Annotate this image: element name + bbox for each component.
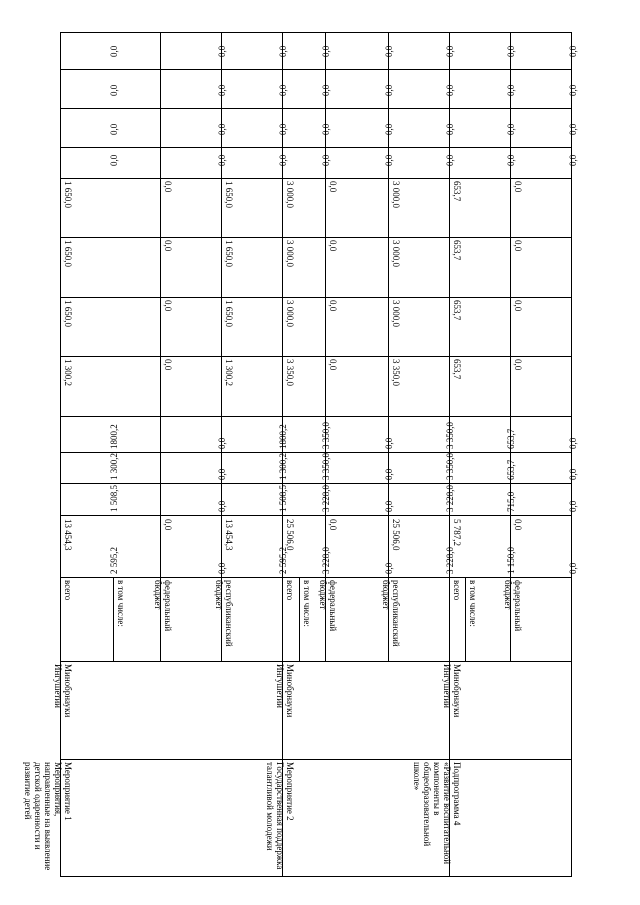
value-total: 25 506,0 [285, 519, 295, 551]
value-y4: 653,7 [506, 428, 516, 449]
value-y2: 1 508,5 [109, 485, 119, 512]
source-label: республиканский бюджет [214, 580, 234, 647]
rule [60, 577, 572, 578]
value-total: 25 506,0 [391, 519, 401, 551]
rule [60, 356, 572, 357]
value-y1: 3 228,0 [445, 547, 455, 574]
value-y1: 1 150,0 [506, 547, 516, 574]
value-f3: 1 650,0 [224, 240, 234, 267]
value-z4: 0,0 [384, 154, 394, 166]
value-f2: 0,0 [513, 300, 523, 312]
value-y3: 0,0 [384, 468, 394, 480]
value-y3: 1 300,2 [109, 453, 119, 480]
value-y2: 0,0 [217, 500, 227, 512]
value-z1: 0,0 [321, 45, 331, 57]
value-y1: 0,0 [217, 562, 227, 574]
value-z2: 0,0 [321, 84, 331, 96]
value-f4: 1 650,0 [63, 181, 73, 208]
value-y3: 1 300,2 [278, 453, 288, 480]
value-f1: 3 350,0 [391, 359, 401, 386]
value-y4: 0,0 [217, 437, 227, 449]
measure-name: Мероприятие 1 Мероприятия, направленные на выявление детской одаренности и развитие детей [23, 762, 73, 871]
value-y1: 2 595,2 [109, 547, 119, 574]
value-f3: 0,0 [163, 240, 173, 252]
rule [60, 452, 572, 453]
value-f4: 3 000,0 [285, 181, 295, 208]
source-label: в том числе: [468, 580, 478, 627]
value-f1: 0,0 [328, 359, 338, 371]
value-total: 13 454,3 [224, 519, 234, 551]
value-f3: 3 000,0 [285, 240, 295, 267]
value-z2: 0,0 [217, 84, 227, 96]
value-f2: 1 650,0 [63, 300, 73, 327]
table-border-top [60, 32, 572, 33]
value-f1: 653,7 [452, 359, 462, 380]
value-y2: 3 228,0 [445, 485, 455, 512]
rule [60, 416, 572, 417]
value-f2: 0,0 [328, 300, 338, 312]
value-z2: 0,0 [384, 84, 394, 96]
measure-name: Мероприятие 2 Государственная поддержка талантливой молодежи [265, 762, 295, 870]
value-z1: 0,0 [278, 45, 288, 57]
value-y1: 3 228,0 [321, 547, 331, 574]
rule [60, 759, 572, 760]
table-border-bottom [60, 876, 572, 877]
source-label: всего [285, 580, 295, 601]
value-z1: 0,0 [445, 45, 455, 57]
value-f1: 3 350,0 [285, 359, 295, 386]
value-z3: 0,0 [568, 123, 578, 135]
rule [60, 661, 572, 662]
value-y2: 0,0 [384, 500, 394, 512]
value-total: 5 787,2 [452, 519, 462, 546]
value-f3: 0,0 [328, 240, 338, 252]
value-z3: 0,0 [321, 123, 331, 135]
executor: Минобрнауки Ингушетии [442, 664, 462, 718]
value-z4: 0,0 [506, 154, 516, 166]
rule [60, 237, 572, 238]
source-label: всего [63, 580, 73, 601]
value-y3: 3 350,0 [321, 453, 331, 480]
value-z3: 0,0 [278, 123, 288, 135]
value-z1: 0,0 [506, 45, 516, 57]
value-f2: 3 000,0 [285, 300, 295, 327]
value-y3: 0,0 [568, 468, 578, 480]
value-total: 13 454,3 [63, 519, 73, 551]
value-f4: 653,7 [452, 181, 462, 202]
value-z1: 0,0 [217, 45, 227, 57]
rule [60, 297, 572, 298]
value-f3: 1 650,0 [63, 240, 73, 267]
executor: Минобрнауки Ингушетии [275, 664, 295, 718]
rule [113, 577, 114, 661]
value-z2: 0,0 [506, 84, 516, 96]
value-y3: 0,0 [217, 468, 227, 480]
value-f1: 1 300,2 [224, 359, 234, 386]
value-f4: 0,0 [328, 181, 338, 193]
value-z4: 0,0 [445, 154, 455, 166]
value-f1: 0,0 [513, 359, 523, 371]
value-z3: 0,0 [506, 123, 516, 135]
value-f1: 0,0 [163, 359, 173, 371]
value-f3: 0,0 [513, 240, 523, 252]
source-label: в том числе: [302, 580, 312, 627]
source-label: в том числе: [116, 580, 126, 627]
value-f3: 3 000,0 [391, 240, 401, 267]
value-y1: 0,0 [384, 562, 394, 574]
value-z4: 0,0 [109, 154, 119, 166]
executor: Минобрнауки Ингушетии [53, 664, 73, 718]
value-y4: 1800,2 [278, 424, 288, 449]
value-f4: 0,0 [163, 181, 173, 193]
value-y2: 715,0 [506, 491, 516, 512]
value-y1: 2 595,2 [278, 547, 288, 574]
value-f2: 1 650,0 [224, 300, 234, 327]
value-z3: 0,0 [445, 123, 455, 135]
rule [60, 108, 572, 109]
value-y2: 0,0 [568, 500, 578, 512]
value-f2: 3 000,0 [391, 300, 401, 327]
value-z3: 0,0 [217, 123, 227, 135]
rule [465, 577, 466, 661]
rule [113, 577, 126, 578]
value-z4: 0,0 [321, 154, 331, 166]
value-y4: 0,0 [568, 437, 578, 449]
value-f4: 1 650,0 [224, 181, 234, 208]
value-z2: 0,0 [109, 84, 119, 96]
value-y4: 3 350,0 [321, 422, 331, 449]
source-label: всего [452, 580, 462, 601]
value-y1: 0,0 [568, 562, 578, 574]
value-y3: 653,7 [506, 459, 516, 480]
rule [60, 483, 572, 484]
source-label: республиканский бюджет [381, 580, 401, 647]
value-y4: 1800,2 [109, 424, 119, 449]
value-z2: 0,0 [278, 84, 288, 96]
source-label: федеральный бюджет [153, 580, 173, 632]
rule [60, 178, 572, 179]
value-z1: 0,0 [568, 45, 578, 57]
value-z2: 0,0 [568, 84, 578, 96]
value-y2: 1 508,5 [278, 485, 288, 512]
value-f1: 1 300,2 [63, 359, 73, 386]
value-z1: 0,0 [384, 45, 394, 57]
rule [60, 147, 572, 148]
value-z1: 0,0 [109, 45, 119, 57]
value-z2: 0,0 [445, 84, 455, 96]
source-label: федеральный бюджет [503, 580, 523, 632]
value-f2: 0,0 [163, 300, 173, 312]
value-f3: 653,7 [452, 240, 462, 261]
value-total: 0,0 [163, 519, 173, 531]
value-y3: 3 350,0 [445, 453, 455, 480]
value-y4: 0,0 [384, 437, 394, 449]
value-y4: 3 350,0 [445, 422, 455, 449]
value-z3: 0,0 [384, 123, 394, 135]
value-f4: 3 000,0 [391, 181, 401, 208]
rule [299, 577, 300, 661]
value-z4: 0,0 [217, 154, 227, 166]
value-total: 0,0 [328, 519, 338, 531]
value-z4: 0,0 [278, 154, 288, 166]
value-f2: 653,7 [452, 300, 462, 321]
rule [60, 515, 572, 516]
measure-name: Подпрограмма 4 «Развитие воспитательной компоненты в общеобразовательной школе» [412, 762, 462, 865]
value-total: 0,0 [513, 519, 523, 531]
source-label: федеральный бюджет [318, 580, 338, 632]
value-f4: 0,0 [513, 181, 523, 193]
value-z4: 0,0 [568, 154, 578, 166]
rule [160, 32, 161, 661]
rule [60, 69, 572, 70]
value-y2: 3 228,0 [321, 485, 331, 512]
value-z3: 0,0 [109, 123, 119, 135]
